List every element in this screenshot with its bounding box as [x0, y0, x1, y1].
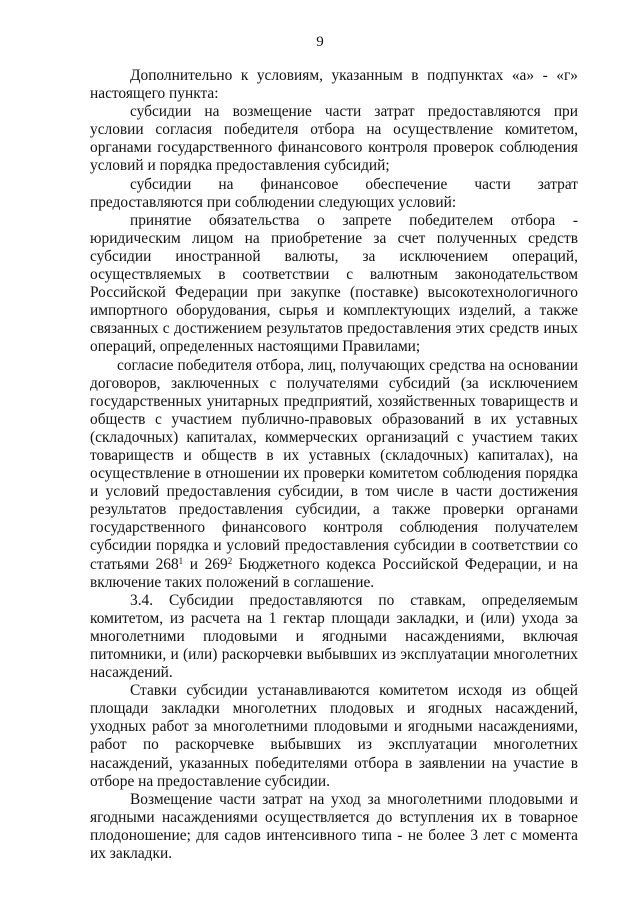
consent-text-after: Бюджетного кодекса Российской Федерации, и на включение таких положений в соглашение.: [90, 555, 578, 591]
superscript-1: 1: [178, 555, 184, 566]
paragraph: Ставки субсидии устанавливаются комитетом исходя из общей площади закладки многолетних плодовых и ягодных насаждений, уходных работ за многолетними плодовыми и ягодными насаждениями, работ по раскорчевке выбывших из эксплуатации многолетних насаждений, указанных победителями отбора в заявлении на участие в отборе на предоставление субсидии.: [90, 682, 578, 790]
document-body: [90, 67, 578, 863]
paragraph: принятие обязательства о запрете победителем отбора - юридическим лицом на приобретение за счет полученных средств субсидии иностранной валюты, за исключением операций, осуществляемых в соответствии с валютным законодательством Российской Федерации при закупке (поставке) высокотехнологичного импортного оборудования, сырья и комплектующих изделий, а также связанных с достижением результатов предоставления этих средств иных операций, определенных настоящими Правилами;: [90, 211, 578, 356]
page-number: 9: [316, 34, 324, 50]
paragraph: Возмещение части затрат на уход за многолетними плодовыми и ягодными насаждениями осуществляется до вступления их в товарное плодоношение; для садов интенсивного типа - не более 3 лет с момента их закладки.: [90, 790, 578, 863]
paragraph: Дополнительно к условиям, указанным в подпунктах «а» - «г» настоящего пункта:: [90, 67, 578, 103]
consent-text-before: согласие победителя отбора, лиц, получающих средства на основании договоров, заключенных с получателями субсидий (за исключением государственных унитарных предприятий, хозяйственных товариществ и обществ с участием публично-правовых образований в их уставных (складочных) капиталах, коммерческих организаций с участием таких товариществ и обществ в их уставных (складочных) капиталах), на осуществление в отношении их проверки комитетом соблюдения порядка и условий предоставления субсидии, в том числе в части достижения результатов предоставления субсидии, а также проверки органами государственного финансового контроля соблюдения получателем субсидии порядка и условий предоставления субсидии в соответствии со статьями 268: [90, 356, 578, 573]
paragraph-section-3-4: 3.4. Субсидии предоставляются по ставкам, определяемым комитетом, из расчета на 1 гектар площади закладки, и (или) ухода за многолетними плодовыми и ягодными насаждениями, включая питомники, и (или) раскорчевки выбывших из эксплуатации многолетних насаждений.: [90, 591, 578, 682]
superscript-2: 2: [227, 555, 233, 566]
paragraph: субсидии на возмещение части затрат предоставляются при условии согласия победителя отбора на осуществление комитетом, органами государственного финансового контроля проверок соблюдения условий и порядка предоставления субсидий;: [90, 103, 578, 175]
paragraph-consent: [90, 357, 578, 592]
paragraph: субсидии на финансовое обеспечение части затрат предоставляются при соблюдении следующих условий:: [90, 175, 578, 211]
consent-text-middle: и 269: [183, 555, 228, 573]
